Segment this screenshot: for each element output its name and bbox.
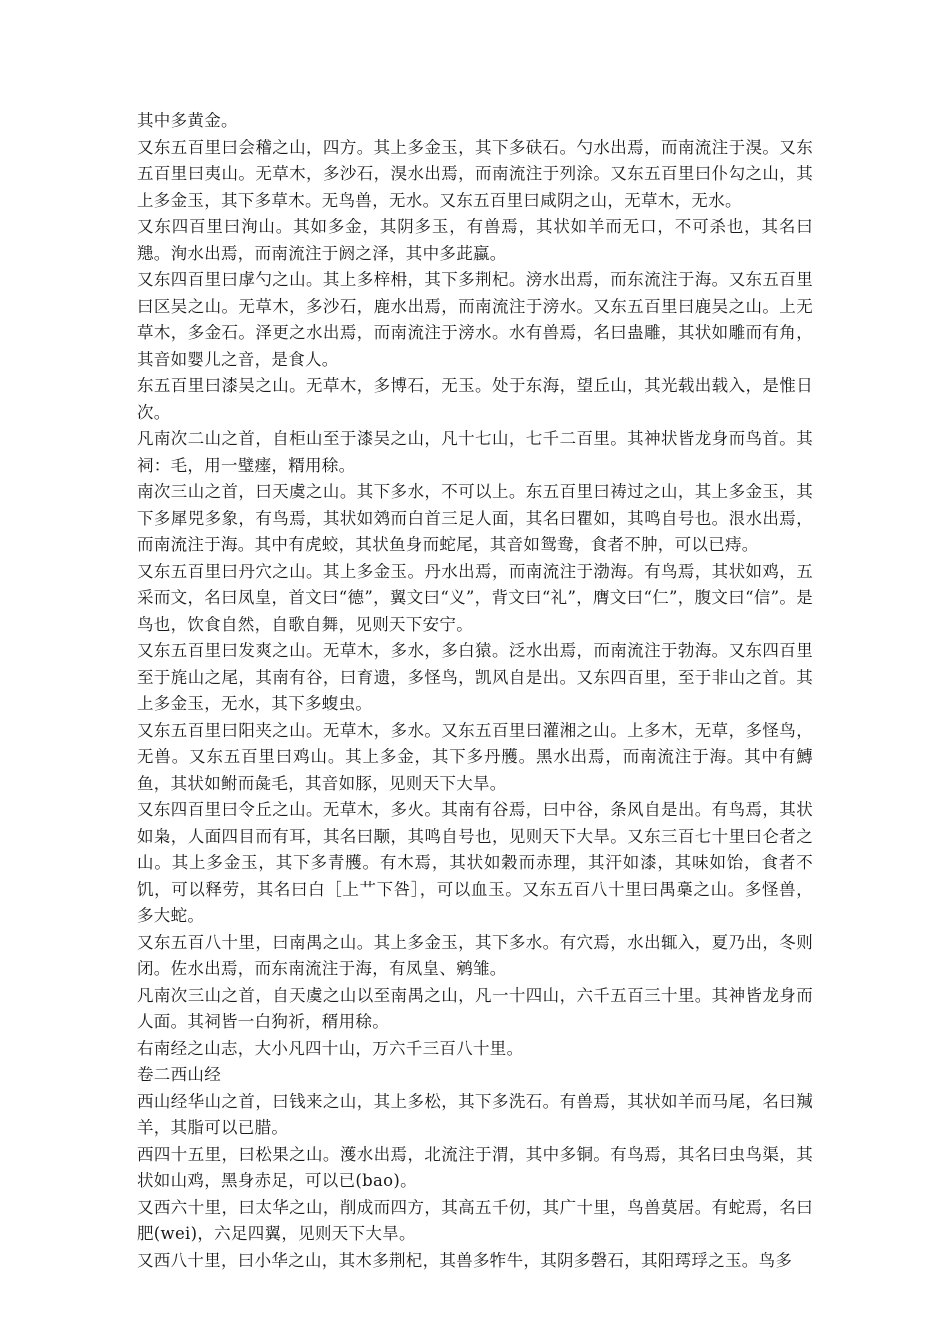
paragraph: 又东五百里曰会稽之山，四方。其上多金玉，其下多砆石。勺水出焉，而南流注于湨。又东五百里曰夷山。无草木，多沙石，湨水出焉，而南流注于列涂。又东五百里曰仆勾之山，其上多金玉，其下多草木。无鸟兽，无水。又东五百里曰咸阴之山，无草木，无水。: [137, 137, 813, 210]
document-page: [137, 108, 813, 1274]
paragraph: 又西六十里，曰太华之山，削成而四方，其高五千仞，其广十里，鸟兽莫居。有蛇焉，名曰肥(wei)，六足四翼，见则天下大旱。: [137, 1197, 813, 1243]
paragraph: 又东四百里曰洵山。其如多金，其阴多玉，有兽焉，其状如羊而无口，不可杀也，其名曰䍺。洵水出焉，而南流注于阏之泽，其中多茈蠃。: [137, 217, 813, 263]
paragraph: 又东五百里曰丹穴之山。其上多金玉。丹水出焉，而南流注于渤海。有鸟焉，其状如鸡，五采而文，名曰凤皇，首文曰“德”，翼文曰“义”，背文曰“礼”，膺文曰“仁”，腹文曰“信”。是鸟也，饮食自然，自歌自舞，见则天下安宁。: [137, 561, 813, 634]
paragraph: 西四十五里，曰松果之山。濩水出焉，北流注于渭，其中多铜。有鸟焉，其名曰虫鸟渠，其状如山鸡，黑身赤足，可以已(bao)。: [137, 1144, 813, 1190]
paragraph: 凡南次二山之首，自柜山至于漆吴之山，凡十七山，七千二百里。其神状皆龙身而鸟首。其祠：毛，用一璧瘗，糈用稌。: [137, 429, 813, 475]
paragraph: 又东五百八十里，曰南禺之山。其上多金玉，其下多水。有穴焉，水出辄入，夏乃出，冬则闭。佐水出焉，而东南流注于海，有凤皇、鹓雏。: [137, 932, 813, 978]
paragraph: 又东四百里曰虖勺之山。其上多梓枏，其下多荆杞。滂水出焉，而东流注于海。又东五百里曰区吴之山。无草木，多沙石，鹿水出焉，而南流注于滂水。又东五百里曰鹿吴之山。上无草木，多金石。泽更之水出焉，而南流注于滂水。水有兽焉，名曰蛊雕，其状如雕而有角，其音如婴儿之音，是食人。: [137, 270, 813, 369]
paragraph: 右南经之山志，大小凡四十山，万六千三百八十里。: [137, 1038, 524, 1058]
paragraph: 又东五百里曰发爽之山。无草木，多水，多白猿。泛水出焉，而南流注于勃海。又东四百里至于旄山之尾，其南有谷，曰育遗，多怪鸟，凯风自是出。又东四百里，至于非山之首。其上多金玉，无水，其下多蝮虫。: [137, 641, 813, 713]
chapter-heading: 卷二西山经: [137, 1065, 221, 1084]
paragraph: 又东五百里曰阳夹之山。无草木，多水。又东五百里曰灌湘之山。上多木，无草，多怪鸟，无兽。又东五百里曰鸡山。其上多金，其下多丹雘。黑水出焉，而南流注于海。其中有鱄鱼，其状如鲋而彘毛，其音如豚，见则天下大旱。: [137, 720, 813, 793]
paragraph: 西山经华山之首，曰钱来之山，其上多松，其下多洗石。有兽焉，其状如羊而马尾，名曰羬羊，其脂可以已腊。: [137, 1091, 813, 1137]
paragraph: 其中多黄金。: [137, 111, 238, 130]
paragraph: 又西八十里，曰小华之山，其木多荆杞，其兽多㸲牛，其阴多磬石，其阳㻬琈之玉。鸟多: [137, 1250, 793, 1270]
paragraph: 又东四百里曰令丘之山。无草木，多火。其南有谷焉，曰中谷，条风自是出。有鸟焉，其状如枭，人面四目而有耳，其名曰颙，其鸣自号也，见则天下大旱。又东三百七十里曰仑者之山。其上多金玉，其下多青雘。有木焉，其状如穀而赤理，其汗如漆，其味如饴，食者不饥，可以释劳，其名曰白［上艹下咎］，可以血玉。又东五百八十里曰禺槀之山。多怪兽，多大蛇。: [137, 800, 813, 925]
paragraph: 东五百里曰漆吴之山。无草木，多博石，无玉。处于东海，望丘山，其光载出载入，是惟日次。: [137, 376, 813, 422]
paragraph: 凡南次三山之首，自天虞之山以至南禺之山，凡一十四山，六千五百三十里。其神皆龙身而人面。其祠皆一白狗祈，稰用稌。: [137, 985, 813, 1031]
paragraph: 南次三山之首，曰天虞之山。其下多水，不可以上。东五百里曰祷过之山，其上多金玉，其下多犀兕多象，有鸟焉，其状如䴔而白首三足人面，其名曰瞿如，其鸣自号也。泿水出焉，而南流注于海。其中有虎蛟，其状鱼身而蛇尾，其音如鸳鸯，食者不肿，可以已痔。: [137, 482, 813, 554]
